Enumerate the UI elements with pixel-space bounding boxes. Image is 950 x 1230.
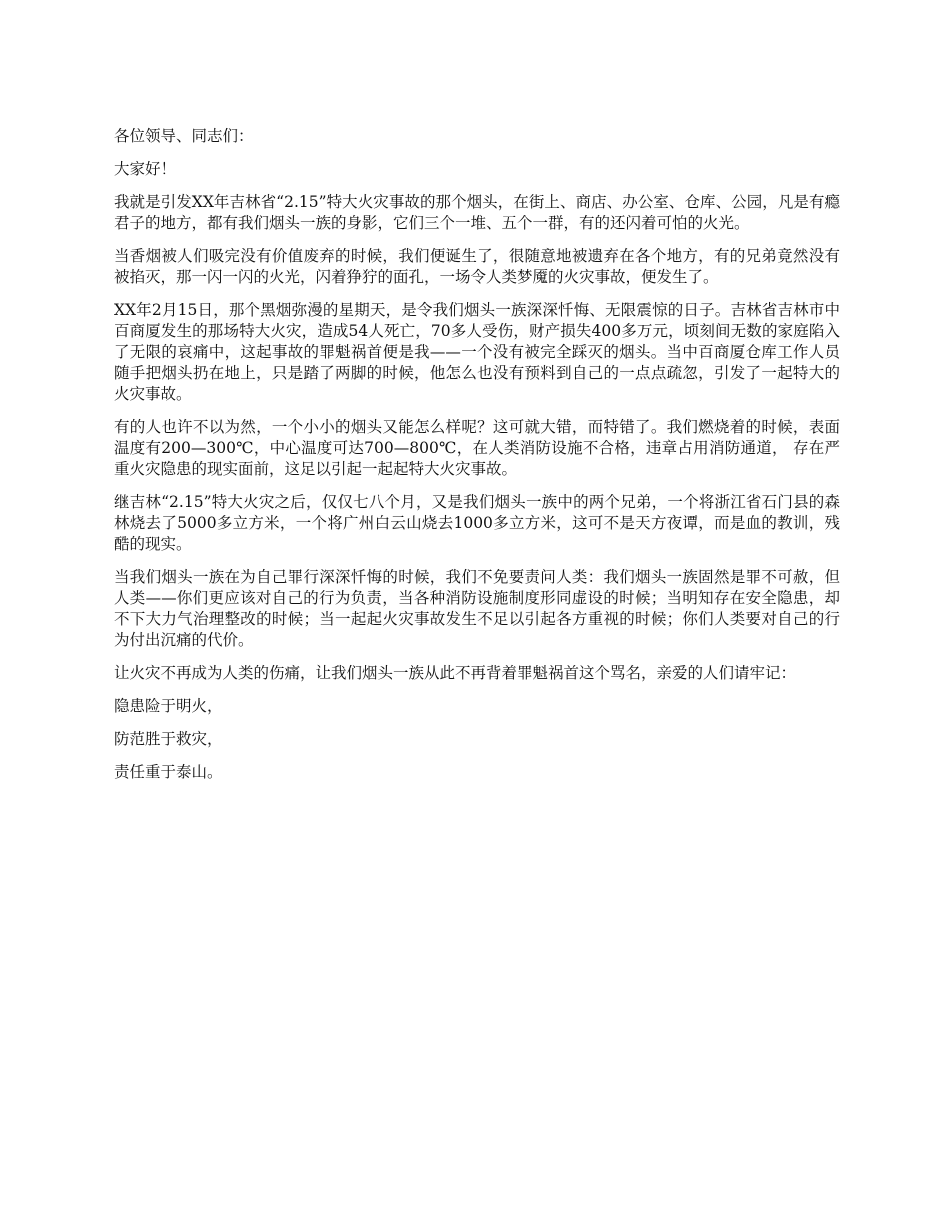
paragraph: 继吉林“2.15”特大火灾之后，仅仅七八个月，又是我们烟头一族中的两个兄弟，一个将浙江省石门县的森林烧去了5000多立方米，一个将广州白云山烧去1000多立方米，这可不是天方夜谭，而是血的教训，残酷的现实。 — [114, 493, 840, 553]
closing-line: 防范胜于救灾， — [114, 730, 223, 748]
paragraph: 我就是引发XX年吉林省“2.15”特大火灾事故的那个烟头，在街上、商店、办公室、仓库、公园，凡是有瘾君子的地方，都有我们烟头一族的身影，它们三个一堆、五个一群，有的还闪着可怕的火光。 — [114, 193, 840, 232]
document-page — [114, 126, 840, 795]
greeting: 各位领导、同志们： — [114, 127, 254, 145]
paragraph: 让火灾不再成为人类的伤痛，让我们烟头一族从此不再背着罪魁祸首这个骂名，亲爱的人们请牢记： — [114, 664, 797, 682]
paragraph: 有的人也许不以为然，一个小小的烟头又能怎么样呢？这可就大错，而特错了。我们燃烧着的时候，表面温度有200—300℃，中心温度可达700—800℃，在人类消防设施不合格，违章占用消防通道， 存在严重火灾隐患的现实面前，这足以引起一起起特大火灾事故。 — [114, 418, 840, 478]
closing-line: 隐患险于明火， — [114, 697, 223, 715]
paragraph: 当我们烟头一族在为自己罪行深深忏悔的时候，我们不免要责问人类：我们烟头一族固然是罪不可赦，但人类——你们更应该对自己的行为负责，当各种消防设施制度形同虚设的时候；当明知存在安全隐患，却不下大力气治理整改的时候；当一起起火灾事故发生不足以引起各方重视的时候；你们人类要对自己的行为付出沉痛的代价。 — [114, 568, 840, 649]
closing-line: 责任重于泰山。 — [114, 763, 223, 781]
paragraph: XX年2月15日，那个黑烟弥漫的星期天，是令我们烟头一族深深忏悔、无限震惊的日子。吉林省吉林市中百商厦发生的那场特大火灾，造成54人死亡，70多人受伤，财产损失400多万元，顷刻间无数的家庭陷入了无限的哀痛中，这起事故的罪魁祸首便是我——一个没有被完全踩灭的烟头。当中百商厦仓库工作人员随手把烟头扔在地上，只是踏了两脚的时候，他怎么也没有预料到自己的一点点疏忽，引发了一起特大的火灾事故。 — [114, 301, 840, 403]
salutation: 大家好！ — [114, 160, 177, 178]
paragraph: 当香烟被人们吸完没有价值废弃的时候，我们便诞生了，很随意地被遗弃在各个地方，有的兄弟竟然没有被掐灭，那一闪一闪的火光，闪着狰狞的面孔，一场令人类梦魇的火灾事故，便发生了。 — [114, 247, 840, 286]
